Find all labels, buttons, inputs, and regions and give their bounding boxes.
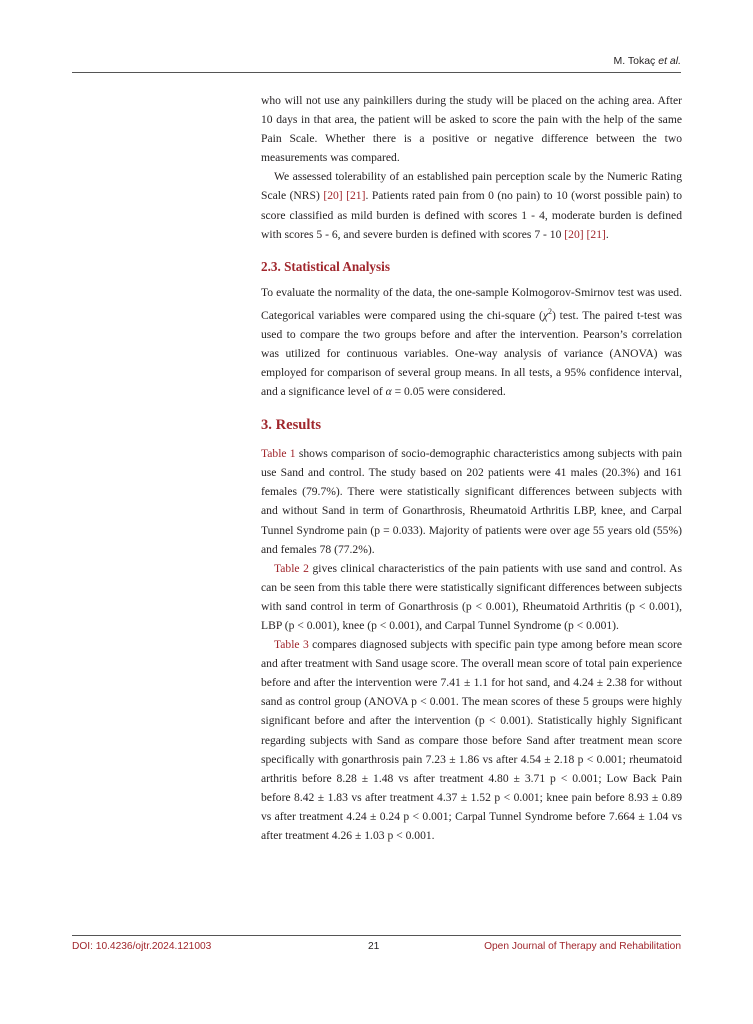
- paragraph-nrs: We assessed tolerability of an established pain perception scale by the Numeric Rating Scale (NRS) [20] [21]. Patients rated pain from 0 (no pain) to 10 (worst possible pain) to score classified as mild burden is defined with scores 1 - 4, moderate burden is defined with scores 5 - 6, and severe burden is defined with scores 7 - 10 [20] [21].: [261, 170, 683, 241]
- table-3-link[interactable]: Table 3: [274, 638, 309, 652]
- section-heading-results: 3. Results: [261, 417, 321, 434]
- section-heading-statistical-analysis: 2.3. Statistical Analysis: [261, 258, 390, 274]
- paragraph-table3: Table 3 compares diagnosed subjects with specific pain type among before mean score and after treatment with Sand usage score. The overall mean score of total pain experience before and after the intervention were 7.41 ± 1.1 for hot sand, and 4.24 ± 2.38 for without sand as control group (ANOVA p < 0.001. The mean scores of these 5 groups were highly significant before and after the intervention (p < 0.001). Statistically highly Significant regarding subjects with Sand as compare those before Sand after treatment mean score specifically with gonarthrosis pain 7.23 ± 1.86 vs after 4.54 ± 2.18 p < 0.001; rheumatoid arthritis before 8.28 ± 1.48 vs after treatment 4.80 ± 3.71 p < 0.001; Low Back Pain before 8.42 ± 1.83 vs after treatment 4.37 ± 1.52 p < 0.001; knee pain before 8.93 ± 0.89 vs after treatment 4.24 ± 0.24 p < 0.001; Carpal Tunnel Syndrome before 7.664 ± 1.04 vs after treatment 4.26 ± 1.03 p < 0.001.: [261, 638, 682, 843]
- page-number: 21: [368, 941, 380, 952]
- paragraph-table1: Table 1 shows comparison of socio-demographic characteristics among subjects with pain use Sand and control. The study based on 202 patients were 41 males (20.3%) and 161 females (79.7%). There were statistically significant differences between subjects with and without Sand in term of Gonarthrosis, Rheumatoid Arthritis LBP, knee, and Carpal Tunnel Syndrome pain (p = 0.033). Majority of patients were over age 55 years old (55%) and females 78 (77.2%).: [261, 447, 682, 556]
- footer-doi-link[interactable]: DOI: 10.4236/ojtr.2024.121003: [72, 941, 212, 952]
- citation-link[interactable]: [21]: [346, 189, 366, 203]
- header-rule: [72, 72, 681, 73]
- citation-link[interactable]: [20]: [323, 189, 343, 203]
- footer-journal-name: Open Journal of Therapy and Rehabilitation: [484, 941, 681, 952]
- citation-link[interactable]: [21]: [586, 227, 606, 241]
- author-name: M. Tokaç: [613, 55, 656, 67]
- paragraph-statistics: To evaluate the normality of the data, the one-sample Kolmogorov-Smirnov test was used. Categorical variables were compared using the chi-square $(\chi^2)$ test. The paired t-test was used to compare the two groups before and after the intervention. Pearson’s correlation was utilized for continuous variables. One-way analysis of variance (ANOVA) was employed for comparison of several group means. In all tests, a 95% confidence interval, and a significance level of α = 0.05 were considered.: [261, 285, 682, 399]
- citation-link[interactable]: [20]: [564, 227, 584, 241]
- author-suffix: et al.: [658, 55, 681, 67]
- main-content: [261, 91, 682, 845]
- footer-rule: [72, 935, 681, 936]
- table-1-link[interactable]: Table 1: [261, 447, 296, 461]
- running-header-author: [613, 55, 681, 67]
- paragraph-methods-continued: who will not use any painkillers during the study will be placed on the aching area. After 10 days in that area, the patient will be asked to score the pain with the help of the same Pain Scale. Whether there is a positive or negative difference between the two measurements was compared.: [261, 94, 682, 165]
- paragraph-table2: Table 2 gives clinical characteristics of the pain patients with use sand and control. As can be seen from this table there were statistically significant differences between subjects with sand control in term of Gonarthrosis (p < 0.001), Rheumatoid Arthritis (p < 0.001), LBP (p < 0.001), knee (p < 0.001), and Carpal Tunnel Syndrome (p < 0.001).: [261, 561, 682, 633]
- table-2-link[interactable]: Table 2: [274, 561, 309, 575]
